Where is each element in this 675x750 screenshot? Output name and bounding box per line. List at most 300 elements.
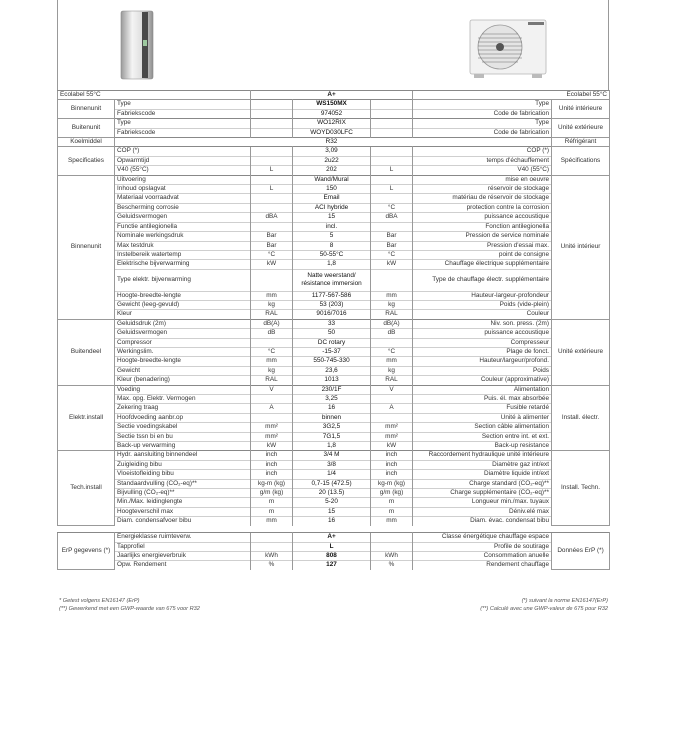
row-value: 1177-567-586 xyxy=(293,291,371,300)
row-value: 1,8 xyxy=(293,260,371,269)
row-unit-nl xyxy=(251,109,293,118)
row-value-line-1: Natte weerstand/ xyxy=(307,271,356,279)
row-value: 1,8 xyxy=(293,442,371,451)
spec-row xyxy=(58,147,610,156)
row-label-nl: Geluidsvermogen xyxy=(115,213,251,222)
row-label-fr: Rendement chauffage xyxy=(413,561,552,570)
row-label-nl: Kleur (benadering) xyxy=(115,376,251,385)
row-unit-nl: °C xyxy=(251,347,293,356)
row-value: Wand/Mural xyxy=(293,175,371,184)
row-label-fr xyxy=(371,138,552,147)
row-label-nl: Fabriekscode xyxy=(115,128,251,137)
row-value: A+ xyxy=(293,533,371,542)
row-value: 5 xyxy=(293,232,371,241)
spec-sheet xyxy=(57,0,609,570)
row-value: 808 xyxy=(293,552,371,561)
spec-table xyxy=(57,90,610,570)
row-label-nl: Type xyxy=(115,100,251,109)
row-value: 7G1,5 xyxy=(293,432,371,441)
row-unit-fr: dB(A) xyxy=(371,319,413,328)
spec-row xyxy=(58,269,610,291)
row-unit-nl xyxy=(251,269,293,291)
row-unit-fr xyxy=(371,119,413,128)
group-label-nl: Binnenunit xyxy=(58,175,115,319)
row-unit-fr: °C xyxy=(371,347,413,356)
spec-row xyxy=(58,100,610,109)
row-label-fr: Hauteur-largeur-profondeur xyxy=(413,291,552,300)
row-label-fr: Pression d'essai max. xyxy=(413,241,552,250)
row-label-fr: puissance accoustique xyxy=(413,213,552,222)
ecolabel-row xyxy=(58,91,610,100)
row-label-fr: Charge supplémentaire (CO₂-eq)** xyxy=(413,489,552,498)
row-unit-nl xyxy=(251,395,293,404)
spec-row xyxy=(58,329,610,338)
spec-row xyxy=(58,319,610,328)
spec-row xyxy=(58,413,610,422)
spec-row xyxy=(58,119,610,128)
row-label-fr: Type de chauffage électr. supplémentaire xyxy=(413,269,552,291)
row-unit-fr: kW xyxy=(371,260,413,269)
row-unit-fr: kW xyxy=(371,442,413,451)
spec-row xyxy=(58,310,610,319)
spec-row xyxy=(58,138,610,147)
row-value-line-2: résistance immersion xyxy=(301,280,362,288)
row-unit-nl: L xyxy=(251,185,293,194)
row-value: 16 xyxy=(293,404,371,413)
row-unit-nl xyxy=(251,128,293,137)
row-value: 230/1F xyxy=(293,385,371,394)
row-unit-fr: mm xyxy=(371,517,413,526)
row-value: 202 xyxy=(293,166,371,175)
spec-row xyxy=(58,213,610,222)
row-unit-nl xyxy=(251,533,293,542)
row-label-nl: Bijvulling (CO₂-eq)** xyxy=(115,489,251,498)
row-label-fr: Chauffage électrique supplémentaire xyxy=(413,260,552,269)
row-value: 53 (203) xyxy=(293,300,371,309)
row-value: 3G2,5 xyxy=(293,423,371,432)
row-unit-nl: m xyxy=(251,507,293,516)
group-label-fr: Unité intérieure xyxy=(552,100,610,119)
row-unit-nl: kW xyxy=(251,260,293,269)
spec-row xyxy=(58,451,610,460)
row-unit-nl: g/m (kg) xyxy=(251,489,293,498)
row-label-fr: Type xyxy=(413,100,552,109)
spec-row xyxy=(58,561,610,570)
group-label-nl: Koelmiddel xyxy=(58,138,115,147)
row-unit-fr: kg xyxy=(371,366,413,375)
outdoor-unit-image xyxy=(468,18,548,80)
row-unit-fr: L xyxy=(371,185,413,194)
row-unit-nl: dB(A) xyxy=(251,319,293,328)
group-label-fr: Spécifications xyxy=(552,147,610,175)
footnote-fr-1: (*) suivant la norme EN16147(ErP) xyxy=(521,598,608,604)
row-label-fr: V40 (55°C) xyxy=(413,166,552,175)
row-label-fr: temps d'échauffement xyxy=(413,156,552,165)
group-label-nl: Binnenunit xyxy=(58,100,115,119)
row-label-nl: Max. opg. Elektr. Vermogen xyxy=(115,395,251,404)
row-label-fr: Section entre int. et ext. xyxy=(413,432,552,441)
spec-row xyxy=(58,357,610,366)
row-label-fr: Déniv.elé max xyxy=(413,507,552,516)
row-unit-nl xyxy=(251,338,293,347)
footnote-fr-2: (**) Calculé avec une GWP-valeur de 675 pour R32 xyxy=(480,605,608,612)
indoor-unit-image xyxy=(120,10,154,80)
row-unit-nl xyxy=(251,147,293,156)
footnote-nl-1: * Getest volgens EN16147 (ErP) xyxy=(59,598,140,604)
row-label-fr: Longueur min./max. tuyaux xyxy=(413,498,552,507)
footnotes-fr xyxy=(480,598,608,613)
row-value: 127 xyxy=(293,561,371,570)
row-label-nl: Energieklasse ruimteverw. xyxy=(115,533,251,542)
row-unit-nl xyxy=(251,203,293,212)
row-unit-fr: kg xyxy=(371,300,413,309)
row-unit-nl: mm xyxy=(251,291,293,300)
row-unit-fr: kg-m (kg) xyxy=(371,479,413,488)
row-label-fr: Classe énergétique chauffage espace xyxy=(413,533,552,542)
group-label-fr: Install. électr. xyxy=(552,385,610,451)
row-unit-nl: A xyxy=(251,404,293,413)
row-unit-fr: Bar xyxy=(371,232,413,241)
spec-row xyxy=(58,470,610,479)
row-label-nl: Compressor xyxy=(115,338,251,347)
row-label-nl: Zekering traag xyxy=(115,404,251,413)
row-label-nl: Geluidsvermogen xyxy=(115,329,251,338)
row-unit-fr xyxy=(371,194,413,203)
row-unit-fr xyxy=(371,222,413,231)
row-label-nl: V40 (55°C) xyxy=(115,166,251,175)
row-unit-fr xyxy=(371,128,413,137)
row-label-fr: Back-up resistance xyxy=(413,442,552,451)
row-label-nl: Type elektr. bijverwarming xyxy=(115,269,251,291)
row-value: 1/4 xyxy=(293,470,371,479)
row-unit-nl: kW xyxy=(251,442,293,451)
row-value xyxy=(293,269,371,291)
group-label-fr: Données ErP (*) xyxy=(552,533,610,570)
row-value: 15 xyxy=(293,213,371,222)
row-unit-fr: dBA xyxy=(371,213,413,222)
row-value: 3/4 M xyxy=(293,451,371,460)
row-unit-nl: mm xyxy=(251,517,293,526)
spec-row xyxy=(58,460,610,469)
row-unit-nl: mm² xyxy=(251,423,293,432)
row-label-nl: Fabriekscode xyxy=(115,109,251,118)
row-unit-nl: m xyxy=(251,498,293,507)
row-unit-nl: mm² xyxy=(251,432,293,441)
row-label-nl: Type xyxy=(115,119,251,128)
spec-row xyxy=(58,366,610,375)
footnotes-nl xyxy=(59,598,200,613)
row-label-fr: mise en oeuvre xyxy=(413,175,552,184)
spec-row xyxy=(58,241,610,250)
spec-row xyxy=(58,338,610,347)
row-value: 33 xyxy=(293,319,371,328)
ecolabel-label-fr: Ecolabel 55°C xyxy=(413,91,610,100)
row-label-fr: Alimentation xyxy=(413,385,552,394)
row-unit-fr xyxy=(371,542,413,551)
row-value: R32 xyxy=(293,138,371,147)
spec-row xyxy=(58,203,610,212)
row-unit-fr: mm² xyxy=(371,423,413,432)
row-unit-nl: kWh xyxy=(251,552,293,561)
spec-row xyxy=(58,489,610,498)
row-value: 3/8 xyxy=(293,460,371,469)
spec-row xyxy=(58,166,610,175)
row-label-nl: Functie antilegionella xyxy=(115,222,251,231)
row-unit-nl: RAL xyxy=(251,310,293,319)
row-label-fr: puissance accoustique xyxy=(413,329,552,338)
group-label-fr: Unité extérieure xyxy=(552,319,610,385)
row-value: 9016/7016 xyxy=(293,310,371,319)
row-unit-fr: dB xyxy=(371,329,413,338)
row-label-fr: matériau de réservoir de stockage xyxy=(413,194,552,203)
row-label-fr: Poids (vide-plein) xyxy=(413,300,552,309)
row-label-nl: Standaardvulling (CO₂-eq)** xyxy=(115,479,251,488)
row-unit-fr: kWh xyxy=(371,552,413,561)
row-label-fr: point de consigne xyxy=(413,250,552,259)
row-unit-fr: RAL xyxy=(371,376,413,385)
row-unit-nl xyxy=(251,156,293,165)
row-value: 2u22 xyxy=(293,156,371,165)
row-label-nl: Uitvoering xyxy=(115,175,251,184)
row-value: WS150MX xyxy=(293,100,371,109)
spec-row xyxy=(58,507,610,516)
section-gap xyxy=(58,526,610,533)
row-value: incl. xyxy=(293,222,371,231)
row-value: L xyxy=(293,542,371,551)
row-label-fr: Fonction antilegionella xyxy=(413,222,552,231)
row-unit-nl: Bar xyxy=(251,232,293,241)
row-value: 50-55°C xyxy=(293,250,371,259)
row-value: 3,25 xyxy=(293,395,371,404)
spec-row xyxy=(58,432,610,441)
row-value: 550-745-330 xyxy=(293,357,371,366)
row-label-nl: Sectie voedingskabel xyxy=(115,423,251,432)
row-label-nl: Gewicht (leeg-gevuld) xyxy=(115,300,251,309)
row-label-fr: Diam. évac. condensat bibu xyxy=(413,517,552,526)
row-unit-nl: % xyxy=(251,561,293,570)
row-unit-nl: inch xyxy=(251,451,293,460)
spec-row xyxy=(58,498,610,507)
row-label-nl: Gewicht xyxy=(115,366,251,375)
row-unit-fr xyxy=(371,156,413,165)
row-unit-nl: dBA xyxy=(251,213,293,222)
row-unit-nl: mm xyxy=(251,357,293,366)
row-unit-nl xyxy=(251,222,293,231)
group-label-nl: Buitendeel xyxy=(58,319,115,385)
row-label-nl: Vloeistofleiding bibu xyxy=(115,470,251,479)
spec-row xyxy=(58,109,610,118)
row-value: 20 (13.5) xyxy=(293,489,371,498)
row-label-nl: Instelbereik watertemp xyxy=(115,250,251,259)
row-unit-nl: Bar xyxy=(251,241,293,250)
row-value: binnen xyxy=(293,413,371,422)
row-unit-fr: °C xyxy=(371,250,413,259)
row-label-nl: Materiaal voorraadvat xyxy=(115,194,251,203)
group-label-fr: Unité extérieure xyxy=(552,119,610,138)
row-value: WOYD030LFC xyxy=(293,128,371,137)
row-unit-fr: mm² xyxy=(371,432,413,441)
row-label-nl: COP (*) xyxy=(115,147,251,156)
row-unit-nl: dB xyxy=(251,329,293,338)
group-label-nl: Elektr.install xyxy=(58,385,115,451)
row-unit-nl: V xyxy=(251,385,293,394)
row-label-nl: Zuigleiding bibu xyxy=(115,460,251,469)
row-unit-nl: inch xyxy=(251,460,293,469)
row-unit-nl xyxy=(251,175,293,184)
row-value: WO12RIX xyxy=(293,119,371,128)
row-label-fr: Diamètre liquide int/ext xyxy=(413,470,552,479)
row-unit-nl: kg xyxy=(251,300,293,309)
row-label-nl: Opwarmtijd xyxy=(115,156,251,165)
row-unit-fr xyxy=(371,147,413,156)
row-unit-fr xyxy=(371,100,413,109)
row-unit-fr xyxy=(371,175,413,184)
row-unit-nl xyxy=(251,194,293,203)
row-label-nl: Opw. Rendement xyxy=(115,561,251,570)
row-label-fr: Puis. él. max absorbée xyxy=(413,395,552,404)
spec-row xyxy=(58,423,610,432)
row-label-fr: Fusible retardé xyxy=(413,404,552,413)
row-value: Email xyxy=(293,194,371,203)
row-label-fr: Compresseur xyxy=(413,338,552,347)
row-unit-nl xyxy=(251,119,293,128)
spec-row xyxy=(58,175,610,184)
row-label-fr: Niv. son. press. (2m) xyxy=(413,319,552,328)
row-label-fr: protection contre la corrosion xyxy=(413,203,552,212)
row-label-fr: Section câble alimentation xyxy=(413,423,552,432)
row-label-nl xyxy=(115,138,293,147)
group-label-nl: ErP gegevens (*) xyxy=(58,533,115,570)
row-label-fr: Charge standard (CO₂-eq)** xyxy=(413,479,552,488)
row-label-fr: Couleur (approximative) xyxy=(413,376,552,385)
row-label-fr: réservoir de stockage xyxy=(413,185,552,194)
row-value: 1013 xyxy=(293,376,371,385)
row-unit-fr: g/m (kg) xyxy=(371,489,413,498)
row-label-fr: Consommation anuelle xyxy=(413,552,552,561)
row-label-nl: Tapprofiel xyxy=(115,542,251,551)
row-value: 3,09 xyxy=(293,147,371,156)
spec-row xyxy=(58,385,610,394)
footnote-nl-2: (**) Gewerkend met een GWP-waarde van 675 voor R32 xyxy=(59,605,200,612)
group-label-nl: Buitenunit xyxy=(58,119,115,138)
row-value: DC rotary xyxy=(293,338,371,347)
row-label-nl: Bescherming corrosie xyxy=(115,203,251,212)
row-label-fr: Couleur xyxy=(413,310,552,319)
row-label-nl: Elektrische bijverwarming xyxy=(115,260,251,269)
row-label-nl: Back-up verwarming xyxy=(115,442,251,451)
row-unit-fr xyxy=(371,109,413,118)
row-unit-nl: inch xyxy=(251,470,293,479)
row-label-nl: Sectie tssn bi en bu xyxy=(115,432,251,441)
row-unit-fr: L xyxy=(371,166,413,175)
row-value: 150 xyxy=(293,185,371,194)
row-unit-nl: RAL xyxy=(251,376,293,385)
ecolabel-label-nl: Ecolabel 55°C xyxy=(58,91,251,100)
row-label-nl: Jaarlijks energieverbruik xyxy=(115,552,251,561)
row-unit-fr xyxy=(371,413,413,422)
spec-row xyxy=(58,291,610,300)
row-label-fr: Pression de service nominale xyxy=(413,232,552,241)
row-unit-fr: % xyxy=(371,561,413,570)
spec-row xyxy=(58,300,610,309)
row-unit-nl: L xyxy=(251,166,293,175)
row-label-fr: Code de fabrication xyxy=(413,128,552,137)
row-unit-nl xyxy=(251,542,293,551)
row-label-fr: Unité à alimenter xyxy=(413,413,552,422)
group-label-fr: Unité intérieur xyxy=(552,175,610,319)
row-label-fr: Hauteur/largeur/profond. xyxy=(413,357,552,366)
row-label-nl: Hoogteverschil max xyxy=(115,507,251,516)
row-unit-nl: kg xyxy=(251,366,293,375)
row-label-nl: Geluidsdruk (2m) xyxy=(115,319,251,328)
row-unit-fr: A xyxy=(371,404,413,413)
row-unit-fr xyxy=(371,533,413,542)
row-label-fr: Plage de fonct. xyxy=(413,347,552,356)
row-value: 16 xyxy=(293,517,371,526)
row-label-nl: Inhoud opslagvat xyxy=(115,185,251,194)
row-value: 974052 xyxy=(293,109,371,118)
spec-row xyxy=(58,517,610,526)
row-label-fr: Type xyxy=(413,119,552,128)
group-label-fr: Install. Techn. xyxy=(552,451,610,526)
spec-row xyxy=(58,552,610,561)
row-value: 8 xyxy=(293,241,371,250)
row-unit-fr: inch xyxy=(371,470,413,479)
row-unit-fr: inch xyxy=(371,460,413,469)
row-unit-fr: m xyxy=(371,507,413,516)
row-unit-fr xyxy=(371,338,413,347)
row-value: 15 xyxy=(293,507,371,516)
row-label-nl: Hoofdvoeding aanbr.op xyxy=(115,413,251,422)
ecolabel-value: A+ xyxy=(251,91,413,100)
row-value: 23,6 xyxy=(293,366,371,375)
spec-row xyxy=(58,376,610,385)
row-label-nl: Nominale werkingsdruk xyxy=(115,232,251,241)
row-unit-fr: RAL xyxy=(371,310,413,319)
row-label-nl: Werkingslim. xyxy=(115,347,251,356)
row-label-fr: Diamètre gaz int/ext xyxy=(413,460,552,469)
spec-row xyxy=(58,128,610,137)
spec-row xyxy=(58,479,610,488)
spec-row xyxy=(58,442,610,451)
row-unit-fr xyxy=(371,269,413,291)
row-label-nl: Hoogte-breedte-lengte xyxy=(115,291,251,300)
row-value: -15-37 xyxy=(293,347,371,356)
spec-row xyxy=(58,185,610,194)
row-label-nl: Hydr. aansluiting binnendeel xyxy=(115,451,251,460)
row-label-nl: Kleur xyxy=(115,310,251,319)
row-label-nl: Min./Max. leidinglengte xyxy=(115,498,251,507)
row-unit-nl: °C xyxy=(251,250,293,259)
row-unit-nl xyxy=(251,100,293,109)
spec-row xyxy=(58,250,610,259)
row-label-nl: Max testdruk xyxy=(115,241,251,250)
row-value: 5-20 xyxy=(293,498,371,507)
row-label-fr: Code de fabrication xyxy=(413,109,552,118)
row-label-nl: Diam. condensafvoer bibu xyxy=(115,517,251,526)
spec-row xyxy=(58,533,610,542)
row-unit-fr: V xyxy=(371,385,413,394)
row-value: 0,7-15 (472.5) xyxy=(293,479,371,488)
spec-row xyxy=(58,347,610,356)
product-images xyxy=(57,0,609,90)
row-label-fr: COP (*) xyxy=(413,147,552,156)
row-value: 50 xyxy=(293,329,371,338)
spec-row xyxy=(58,542,610,551)
row-unit-fr: mm xyxy=(371,357,413,366)
row-label-fr: Poids xyxy=(413,366,552,375)
row-unit-fr: mm xyxy=(371,291,413,300)
